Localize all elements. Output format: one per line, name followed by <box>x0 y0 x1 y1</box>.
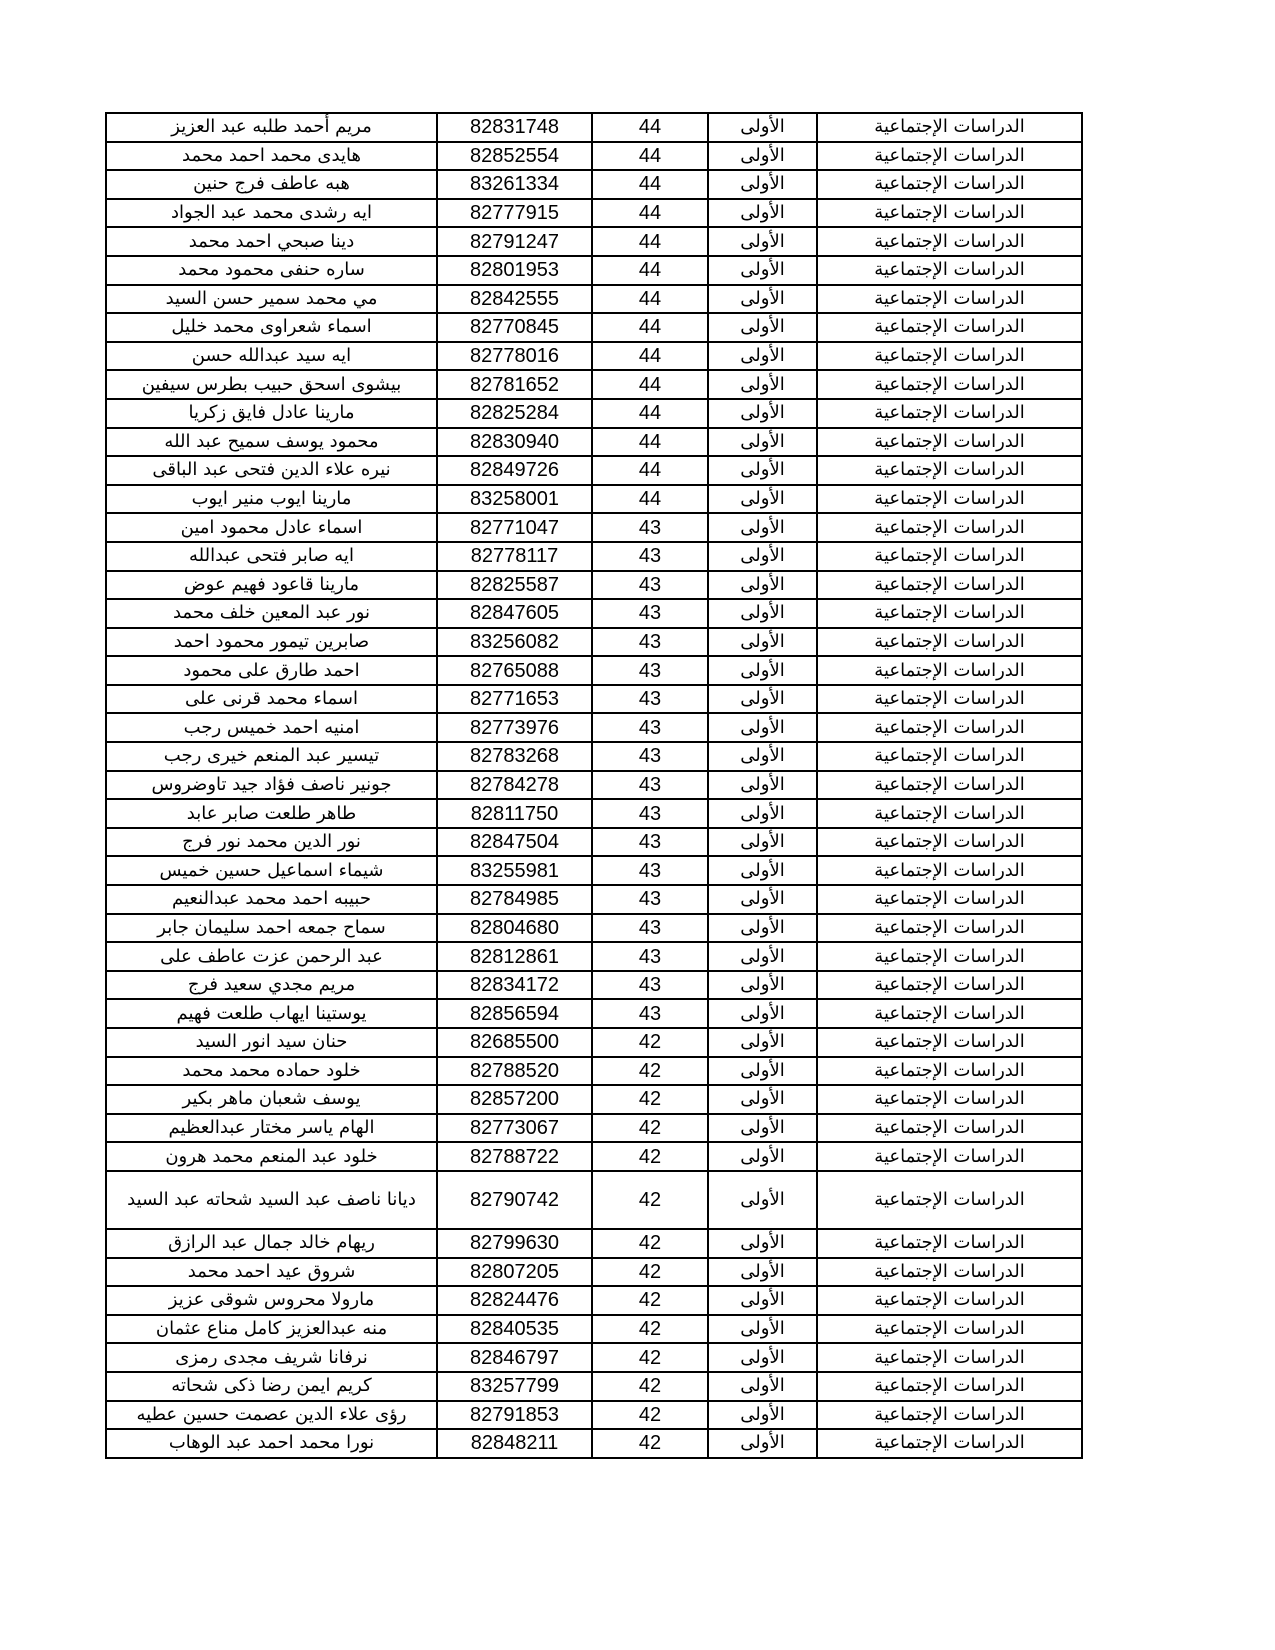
department-cell: الدراسات الإجتماعية <box>817 1286 1082 1315</box>
seat-number-cell: 82847605 <box>437 599 592 628</box>
student-name-cell: خلود عبد المنعم محمد هرون <box>106 1142 437 1171</box>
department-cell: الدراسات الإجتماعية <box>817 342 1082 371</box>
department-cell: الدراسات الإجتماعية <box>817 599 1082 628</box>
rank-cell: الأولى <box>708 428 817 457</box>
table-row <box>106 1343 1082 1372</box>
score-cell: 44 <box>592 399 708 428</box>
results-table <box>105 112 1083 1459</box>
department-cell: الدراسات الإجتماعية <box>817 485 1082 514</box>
student-name-cell: خلود حماده محمد محمد <box>106 1057 437 1086</box>
table-row <box>106 456 1082 485</box>
seat-number-cell: 82834172 <box>437 971 592 1000</box>
seat-number-cell: 82804680 <box>437 914 592 943</box>
rank-cell: الأولى <box>708 342 817 371</box>
seat-number-cell: 82788520 <box>437 1057 592 1086</box>
seat-number-cell: 82784278 <box>437 771 592 800</box>
score-cell: 44 <box>592 485 708 514</box>
student-name-cell: يوستينا ايهاب طلعت فهيم <box>106 999 437 1028</box>
seat-number-cell: 82848211 <box>437 1429 592 1458</box>
department-cell: الدراسات الإجتماعية <box>817 1028 1082 1057</box>
seat-number-cell: 82788722 <box>437 1142 592 1171</box>
table-row <box>106 942 1082 971</box>
score-cell: 44 <box>592 227 708 256</box>
rank-cell: الأولى <box>708 1286 817 1315</box>
department-cell: الدراسات الإجتماعية <box>817 1171 1082 1229</box>
seat-number-cell: 82777915 <box>437 199 592 228</box>
seat-number-cell: 82790742 <box>437 1171 592 1229</box>
student-name-cell: اسماء شعراوى محمد خليل <box>106 313 437 342</box>
seat-number-cell: 82765088 <box>437 656 592 685</box>
rank-cell: الأولى <box>708 1171 817 1229</box>
rank-cell: الأولى <box>708 1085 817 1114</box>
table-row <box>106 799 1082 828</box>
seat-number-cell: 82807205 <box>437 1258 592 1287</box>
table-row <box>106 513 1082 542</box>
score-cell: 43 <box>592 771 708 800</box>
table-row <box>106 542 1082 571</box>
score-cell: 42 <box>592 1258 708 1287</box>
student-name-cell: سماح جمعه احمد سليمان جابر <box>106 914 437 943</box>
seat-number-cell: 82771653 <box>437 685 592 714</box>
table-row <box>106 571 1082 600</box>
score-cell: 43 <box>592 656 708 685</box>
rank-cell: الأولى <box>708 142 817 171</box>
rank-cell: الأولى <box>708 771 817 800</box>
seat-number-cell: 83257799 <box>437 1372 592 1401</box>
score-cell: 43 <box>592 685 708 714</box>
score-cell: 44 <box>592 428 708 457</box>
seat-number-cell: 82824476 <box>437 1286 592 1315</box>
department-cell: الدراسات الإجتماعية <box>817 685 1082 714</box>
rank-cell: الأولى <box>708 799 817 828</box>
rank-cell: الأولى <box>708 313 817 342</box>
department-cell: الدراسات الإجتماعية <box>817 856 1082 885</box>
seat-number-cell: 83258001 <box>437 485 592 514</box>
department-cell: الدراسات الإجتماعية <box>817 971 1082 1000</box>
seat-number-cell: 82857200 <box>437 1085 592 1114</box>
score-cell: 43 <box>592 799 708 828</box>
student-name-cell: هايدى محمد احمد محمد <box>106 142 437 171</box>
table-row <box>106 256 1082 285</box>
table-row <box>106 1057 1082 1086</box>
rank-cell: الأولى <box>708 971 817 1000</box>
score-cell: 44 <box>592 199 708 228</box>
department-cell: الدراسات الإجتماعية <box>817 656 1082 685</box>
seat-number-cell: 82685500 <box>437 1028 592 1057</box>
student-name-cell: مريم أحمد طلبه عبد العزيز <box>106 113 437 142</box>
score-cell: 42 <box>592 1343 708 1372</box>
rank-cell: الأولى <box>708 999 817 1028</box>
seat-number-cell: 82831748 <box>437 113 592 142</box>
table-row <box>106 999 1082 1028</box>
student-name-cell: ايه سيد عبدالله حسن <box>106 342 437 371</box>
rank-cell: الأولى <box>708 914 817 943</box>
seat-number-cell: 82842555 <box>437 285 592 314</box>
score-cell: 43 <box>592 599 708 628</box>
student-name-cell: ديانا ناصف عبد السيد شحاته عبد السيد <box>106 1171 437 1229</box>
student-name-cell: مارينا قاعود فهيم عوض <box>106 571 437 600</box>
score-cell: 44 <box>592 170 708 199</box>
table-row <box>106 370 1082 399</box>
score-cell: 43 <box>592 628 708 657</box>
table-row <box>106 313 1082 342</box>
department-cell: الدراسات الإجتماعية <box>817 113 1082 142</box>
table-row <box>106 1028 1082 1057</box>
department-cell: الدراسات الإجتماعية <box>817 170 1082 199</box>
department-cell: الدراسات الإجتماعية <box>817 1229 1082 1258</box>
student-name-cell: مارينا ايوب منير ايوب <box>106 485 437 514</box>
table-row <box>106 113 1082 142</box>
rank-cell: الأولى <box>708 828 817 857</box>
seat-number-cell: 82791853 <box>437 1401 592 1430</box>
score-cell: 43 <box>592 942 708 971</box>
rank-cell: الأولى <box>708 742 817 771</box>
seat-number-cell: 83256082 <box>437 628 592 657</box>
rank-cell: الأولى <box>708 1114 817 1143</box>
table-row <box>106 142 1082 171</box>
table-row <box>106 1085 1082 1114</box>
rank-cell: الأولى <box>708 399 817 428</box>
seat-number-cell: 82791247 <box>437 227 592 256</box>
seat-number-cell: 82825284 <box>437 399 592 428</box>
student-name-cell: شروق عيد احمد محمد <box>106 1258 437 1287</box>
student-name-cell: ساره حنفى محمود محمد <box>106 256 437 285</box>
rank-cell: الأولى <box>708 885 817 914</box>
department-cell: الدراسات الإجتماعية <box>817 513 1082 542</box>
department-cell: الدراسات الإجتماعية <box>817 456 1082 485</box>
rank-cell: الأولى <box>708 1315 817 1344</box>
department-cell: الدراسات الإجتماعية <box>817 771 1082 800</box>
score-cell: 43 <box>592 999 708 1028</box>
table-row <box>106 856 1082 885</box>
table-row <box>106 342 1082 371</box>
department-cell: الدراسات الإجتماعية <box>817 628 1082 657</box>
rank-cell: الأولى <box>708 713 817 742</box>
table-row <box>106 1171 1082 1229</box>
rank-cell: الأولى <box>708 1343 817 1372</box>
department-cell: الدراسات الإجتماعية <box>817 1085 1082 1114</box>
score-cell: 44 <box>592 285 708 314</box>
table-row <box>106 599 1082 628</box>
student-name-cell: عبد الرحمن عزت عاطف على <box>106 942 437 971</box>
seat-number-cell: 82830940 <box>437 428 592 457</box>
table-row <box>106 285 1082 314</box>
student-name-cell: مي محمد سمير حسن السيد <box>106 285 437 314</box>
seat-number-cell: 82801953 <box>437 256 592 285</box>
score-cell: 42 <box>592 1057 708 1086</box>
department-cell: الدراسات الإجتماعية <box>817 1429 1082 1458</box>
seat-number-cell: 82799630 <box>437 1229 592 1258</box>
department-cell: الدراسات الإجتماعية <box>817 399 1082 428</box>
score-cell: 43 <box>592 571 708 600</box>
rank-cell: الأولى <box>708 1429 817 1458</box>
rank-cell: الأولى <box>708 571 817 600</box>
table-row <box>106 656 1082 685</box>
student-name-cell: ايه صابر فتحى عبدالله <box>106 542 437 571</box>
student-name-cell: اسماء عادل محمود امين <box>106 513 437 542</box>
department-cell: الدراسات الإجتماعية <box>817 370 1082 399</box>
student-name-cell: امنيه احمد خميس رجب <box>106 713 437 742</box>
rank-cell: الأولى <box>708 1372 817 1401</box>
rank-cell: الأولى <box>708 1229 817 1258</box>
department-cell: الدراسات الإجتماعية <box>817 999 1082 1028</box>
table-row <box>106 1229 1082 1258</box>
score-cell: 43 <box>592 885 708 914</box>
table-row <box>106 1286 1082 1315</box>
student-name-cell: الهام ياسر مختار عبدالعظيم <box>106 1114 437 1143</box>
student-name-cell: اسماء محمد قرنى على <box>106 685 437 714</box>
table-row <box>106 914 1082 943</box>
department-cell: الدراسات الإجتماعية <box>817 142 1082 171</box>
seat-number-cell: 82773067 <box>437 1114 592 1143</box>
score-cell: 42 <box>592 1229 708 1258</box>
student-name-cell: حبيبه احمد محمد عبدالنعيم <box>106 885 437 914</box>
student-name-cell: احمد طارق على محمود <box>106 656 437 685</box>
seat-number-cell: 83261334 <box>437 170 592 199</box>
score-cell: 43 <box>592 713 708 742</box>
score-cell: 43 <box>592 914 708 943</box>
table-row <box>106 771 1082 800</box>
seat-number-cell: 82770845 <box>437 313 592 342</box>
score-cell: 44 <box>592 370 708 399</box>
student-name-cell: نيره علاء الدين فتحى عبد الباقى <box>106 456 437 485</box>
seat-number-cell: 82849726 <box>437 456 592 485</box>
rank-cell: الأولى <box>708 628 817 657</box>
score-cell: 43 <box>592 856 708 885</box>
department-cell: الدراسات الإجتماعية <box>817 1142 1082 1171</box>
seat-number-cell: 82811750 <box>437 799 592 828</box>
score-cell: 42 <box>592 1315 708 1344</box>
seat-number-cell: 82840535 <box>437 1315 592 1344</box>
rank-cell: الأولى <box>708 1057 817 1086</box>
seat-number-cell: 82852554 <box>437 142 592 171</box>
student-name-cell: يوسف شعبان ماهر بكير <box>106 1085 437 1114</box>
score-cell: 44 <box>592 113 708 142</box>
rank-cell: الأولى <box>708 513 817 542</box>
rank-cell: الأولى <box>708 542 817 571</box>
department-cell: الدراسات الإجتماعية <box>817 885 1082 914</box>
score-cell: 44 <box>592 456 708 485</box>
table-row <box>106 428 1082 457</box>
rank-cell: الأولى <box>708 1142 817 1171</box>
student-name-cell: جونير ناصف فؤاد جيد تاوضروس <box>106 771 437 800</box>
score-cell: 42 <box>592 1372 708 1401</box>
table-row <box>106 713 1082 742</box>
rank-cell: الأولى <box>708 256 817 285</box>
department-cell: الدراسات الإجتماعية <box>817 942 1082 971</box>
seat-number-cell: 82846797 <box>437 1343 592 1372</box>
seat-number-cell: 82771047 <box>437 513 592 542</box>
rank-cell: الأولى <box>708 942 817 971</box>
table-row <box>106 1258 1082 1287</box>
seat-number-cell: 82781652 <box>437 370 592 399</box>
student-name-cell: نورا محمد احمد عبد الوهاب <box>106 1429 437 1458</box>
student-name-cell: مريم مجدي سعيد فرج <box>106 971 437 1000</box>
department-cell: الدراسات الإجتماعية <box>817 227 1082 256</box>
rank-cell: الأولى <box>708 656 817 685</box>
score-cell: 43 <box>592 971 708 1000</box>
score-cell: 43 <box>592 513 708 542</box>
seat-number-cell: 82825587 <box>437 571 592 600</box>
department-cell: الدراسات الإجتماعية <box>817 713 1082 742</box>
department-cell: الدراسات الإجتماعية <box>817 1372 1082 1401</box>
score-cell: 43 <box>592 542 708 571</box>
rank-cell: الأولى <box>708 370 817 399</box>
table-row <box>106 1114 1082 1143</box>
department-cell: الدراسات الإجتماعية <box>817 1057 1082 1086</box>
student-name-cell: نرفانا شريف مجدى رمزى <box>106 1343 437 1372</box>
table-row <box>106 199 1082 228</box>
table-row <box>106 170 1082 199</box>
score-cell: 42 <box>592 1171 708 1229</box>
table-row <box>106 227 1082 256</box>
rank-cell: الأولى <box>708 1028 817 1057</box>
department-cell: الدراسات الإجتماعية <box>817 571 1082 600</box>
student-name-cell: هبه عاطف فرج حنين <box>106 170 437 199</box>
score-cell: 44 <box>592 142 708 171</box>
seat-number-cell: 82856594 <box>437 999 592 1028</box>
table-row <box>106 399 1082 428</box>
seat-number-cell: 82778016 <box>437 342 592 371</box>
table-row <box>106 971 1082 1000</box>
department-cell: الدراسات الإجتماعية <box>817 542 1082 571</box>
department-cell: الدراسات الإجتماعية <box>817 256 1082 285</box>
table-row <box>106 685 1082 714</box>
student-name-cell: دينا صبحي احمد محمد <box>106 227 437 256</box>
seat-number-cell: 83255981 <box>437 856 592 885</box>
department-cell: الدراسات الإجتماعية <box>817 285 1082 314</box>
student-name-cell: كريم ايمن رضا ذكى شحاته <box>106 1372 437 1401</box>
table-row <box>106 1401 1082 1430</box>
score-cell: 42 <box>592 1028 708 1057</box>
department-cell: الدراسات الإجتماعية <box>817 428 1082 457</box>
department-cell: الدراسات الإجتماعية <box>817 313 1082 342</box>
rank-cell: الأولى <box>708 1258 817 1287</box>
score-cell: 42 <box>592 1114 708 1143</box>
department-cell: الدراسات الإجتماعية <box>817 1114 1082 1143</box>
rank-cell: الأولى <box>708 113 817 142</box>
score-cell: 43 <box>592 828 708 857</box>
rank-cell: الأولى <box>708 485 817 514</box>
table-row <box>106 1429 1082 1458</box>
department-cell: الدراسات الإجتماعية <box>817 1258 1082 1287</box>
student-name-cell: نور الدين محمد نور فرج <box>106 828 437 857</box>
department-cell: الدراسات الإجتماعية <box>817 742 1082 771</box>
rank-cell: الأولى <box>708 685 817 714</box>
score-cell: 42 <box>592 1142 708 1171</box>
score-cell: 43 <box>592 742 708 771</box>
seat-number-cell: 82783268 <box>437 742 592 771</box>
table-row <box>106 485 1082 514</box>
student-name-cell: مارولا محروس شوقى عزيز <box>106 1286 437 1315</box>
table-row <box>106 742 1082 771</box>
score-cell: 44 <box>592 256 708 285</box>
score-cell: 42 <box>592 1286 708 1315</box>
student-name-cell: ريهام خالد جمال عبد الرازق <box>106 1229 437 1258</box>
student-name-cell: رؤى علاء الدين عصمت حسين عطيه <box>106 1401 437 1430</box>
student-name-cell: ايه رشدى محمد عبد الجواد <box>106 199 437 228</box>
department-cell: الدراسات الإجتماعية <box>817 828 1082 857</box>
table-row <box>106 1315 1082 1344</box>
student-name-cell: شيماء اسماعيل حسين خميس <box>106 856 437 885</box>
student-name-cell: نور عبد المعين خلف محمد <box>106 599 437 628</box>
score-cell: 42 <box>592 1085 708 1114</box>
seat-number-cell: 82812861 <box>437 942 592 971</box>
results-table-body <box>106 113 1082 1458</box>
seat-number-cell: 82847504 <box>437 828 592 857</box>
rank-cell: الأولى <box>708 456 817 485</box>
student-name-cell: طاهر طلعت صابر عابد <box>106 799 437 828</box>
department-cell: الدراسات الإجتماعية <box>817 1343 1082 1372</box>
department-cell: الدراسات الإجتماعية <box>817 1401 1082 1430</box>
student-name-cell: صابرين تيمور محمود احمد <box>106 628 437 657</box>
seat-number-cell: 82773976 <box>437 713 592 742</box>
rank-cell: الأولى <box>708 170 817 199</box>
seat-number-cell: 82778117 <box>437 542 592 571</box>
rank-cell: الأولى <box>708 227 817 256</box>
student-name-cell: بيشوى اسحق حبيب بطرس سيفين <box>106 370 437 399</box>
seat-number-cell: 82784985 <box>437 885 592 914</box>
student-name-cell: منه عبدالعزيز كامل مناع عثمان <box>106 1315 437 1344</box>
table-row <box>106 885 1082 914</box>
score-cell: 44 <box>592 342 708 371</box>
table-row <box>106 1372 1082 1401</box>
department-cell: الدراسات الإجتماعية <box>817 1315 1082 1344</box>
student-name-cell: تيسير عبد المنعم خيرى رجب <box>106 742 437 771</box>
rank-cell: الأولى <box>708 199 817 228</box>
department-cell: الدراسات الإجتماعية <box>817 199 1082 228</box>
score-cell: 42 <box>592 1401 708 1430</box>
student-name-cell: محمود يوسف سميح عبد الله <box>106 428 437 457</box>
student-name-cell: مارينا عادل فايق زكريا <box>106 399 437 428</box>
department-cell: الدراسات الإجتماعية <box>817 799 1082 828</box>
rank-cell: الأولى <box>708 285 817 314</box>
department-cell: الدراسات الإجتماعية <box>817 914 1082 943</box>
table-row <box>106 1142 1082 1171</box>
rank-cell: الأولى <box>708 856 817 885</box>
score-cell: 44 <box>592 313 708 342</box>
rank-cell: الأولى <box>708 1401 817 1430</box>
rank-cell: الأولى <box>708 599 817 628</box>
table-row <box>106 628 1082 657</box>
score-cell: 42 <box>592 1429 708 1458</box>
student-name-cell: حنان سيد انور السيد <box>106 1028 437 1057</box>
table-row <box>106 828 1082 857</box>
